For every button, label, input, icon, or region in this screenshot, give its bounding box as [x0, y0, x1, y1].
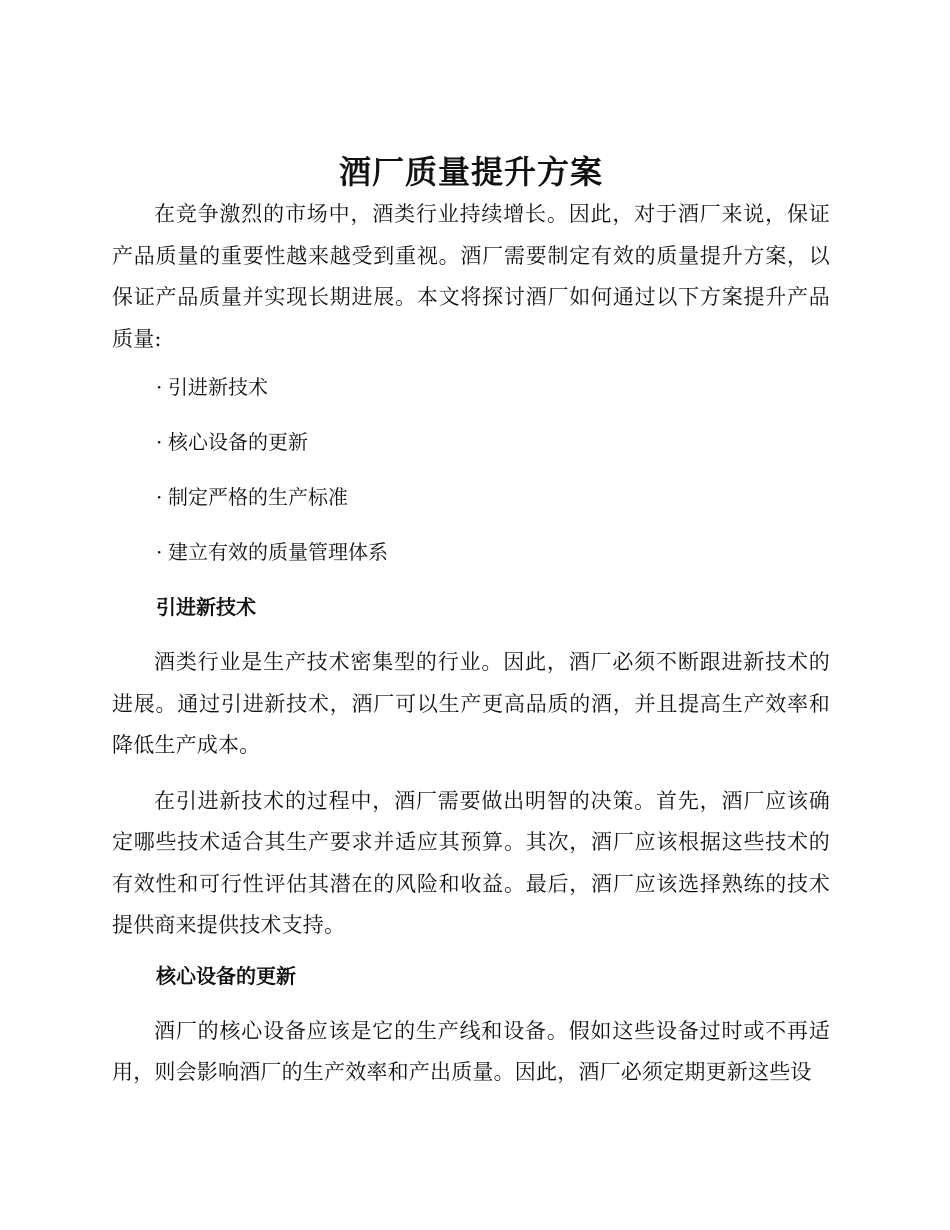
- list-item: · 建立有效的质量管理体系: [112, 537, 830, 567]
- section-paragraph: 酒类行业是生产技术密集型的行业。因此，酒厂必须不断跟进新技术的进展。通过引进新技术，酒厂可以生产更高品质的酒，并且提高生产效率和降低生产成本。: [112, 650, 830, 757]
- bullet-glyph: ·: [156, 375, 163, 399]
- section-paragraph: 酒厂的核心设备应该是它的生产线和设备。假如这些设备过时或不再适用，则会影响酒厂的生产效率和产出质量。因此，酒厂必须定期更新这些设: [112, 1018, 830, 1084]
- bullet-glyph: ·: [156, 540, 163, 564]
- bullet-glyph: ·: [156, 430, 163, 454]
- section-heading-new-tech: 引进新技术: [156, 595, 256, 619]
- list-item: · 核心设备的更新: [112, 427, 830, 457]
- document-title: 酒厂质量提升方案: [338, 153, 603, 191]
- list-item: · 引进新技术: [112, 372, 830, 402]
- document-page: [112, 150, 830, 1094]
- list-item: · 制定严格的生产标准: [112, 482, 830, 512]
- section-paragraph: 在引进新技术的过程中，酒厂需要做出明智的决策。首先，酒厂应该确定哪些技术适合其生产要求并适应其预算。其次，酒厂应该根据这些技术的有效性和可行性评估其潜在的风险和收益。最后，酒厂应该选择熟练的技术提供商来提供技术支持。: [112, 788, 830, 937]
- bullet-glyph: ·: [156, 485, 163, 509]
- intro-paragraph: 在竞争激烈的市场中，酒类行业持续增长。因此，对于酒厂来说，保证产品质量的重要性越来越受到重视。酒厂需要制定有效的质量提升方案，以保证产品质量并实现长期进展。本文将探讨酒厂如何通过以下方案提升产品质量:: [112, 202, 830, 351]
- plan-list: [112, 372, 830, 567]
- section-heading-equipment-update: 核心设备的更新: [156, 963, 296, 988]
